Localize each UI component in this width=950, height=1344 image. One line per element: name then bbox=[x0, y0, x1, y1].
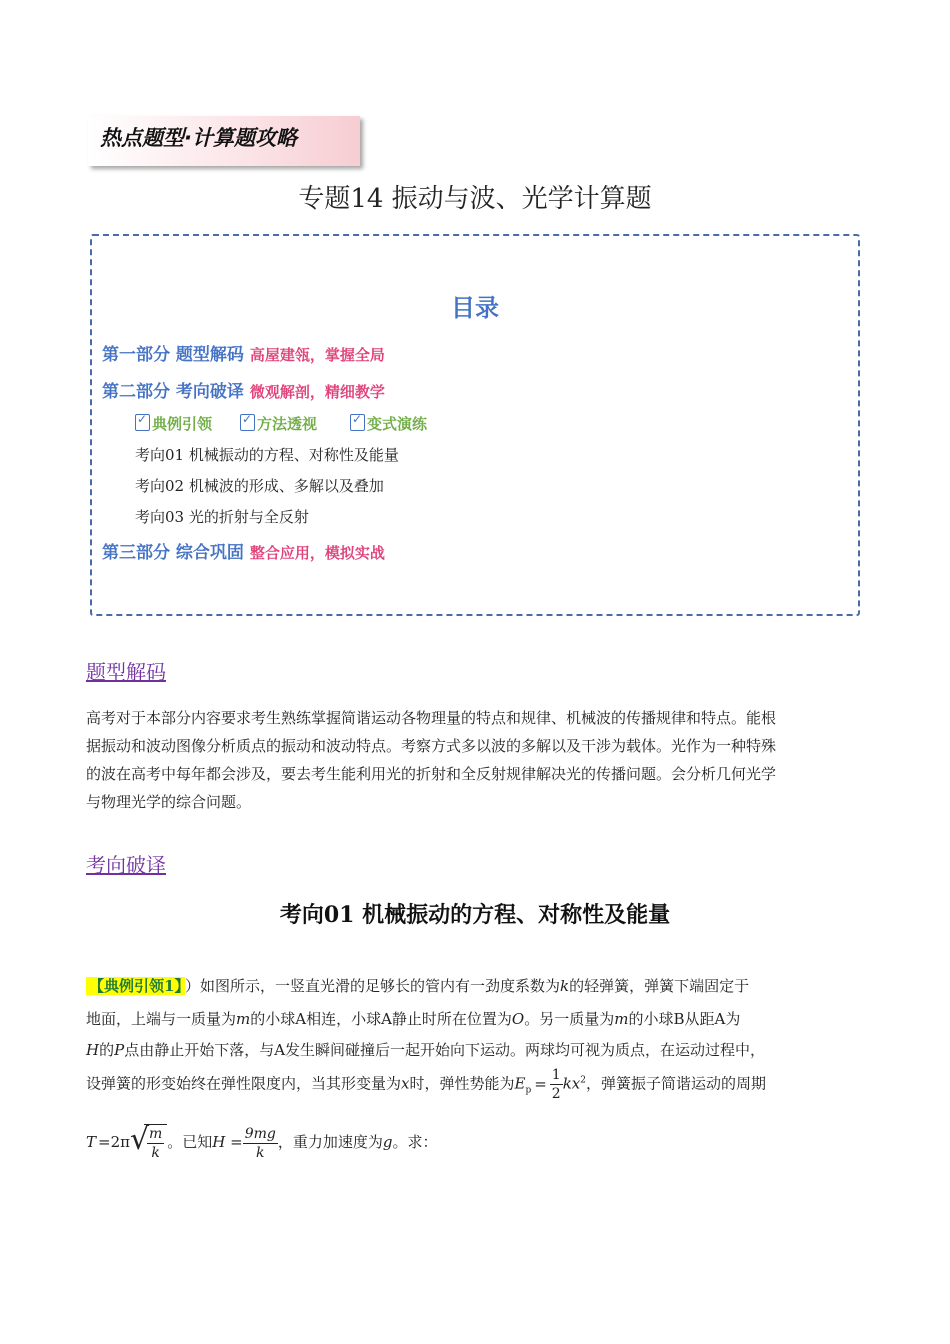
toc-part-label: 第三部分 综合巩固 bbox=[102, 543, 244, 563]
problem-line-5: T =2π √ $\frac{m}{k}$ 。已知H = $\frac{9mg}{k}$ ，重力加速度为g。求： bbox=[86, 1124, 866, 1162]
paragraph-line: 与物理光学的综合问题。 bbox=[86, 793, 252, 811]
example-tag: 【典例引领1】 bbox=[86, 977, 185, 995]
problem-line-2: 地面，上端与一质量为m的小球A相连，小球A静止时所在位置为O。另一质量为m的小球B从距A为 bbox=[86, 1010, 741, 1028]
toc-sub-item[interactable]: 考向01 机械振动的方程、对称性及能量 bbox=[135, 446, 399, 464]
document-check-icon bbox=[240, 414, 255, 431]
fraction-half: $\frac{1}{2}$ bbox=[551, 1067, 561, 1102]
section-title-direction: 考向破译 bbox=[86, 853, 166, 877]
toc-sub-item[interactable]: 考向02 机械波的形成、多解以及叠加 bbox=[135, 477, 384, 495]
toc-part-tag: 微观解剖，精细教学 bbox=[249, 383, 385, 401]
toc-part-3[interactable] bbox=[102, 538, 385, 563]
toc-part-tag: 高屋建瓴，掌握全局 bbox=[249, 346, 385, 364]
toc-part-1[interactable] bbox=[102, 340, 385, 365]
chip-practice[interactable]: ✓ 变式演练 bbox=[350, 413, 427, 434]
problem-line-4: 设弹簧的形变始终在弹性限度内，当其形变量为x时，弹性势能为$E_p$ = $\frac{1}{2}$ $kx^2$，弹簧振子简谐运动的周期 bbox=[86, 1067, 767, 1102]
category-banner bbox=[88, 116, 360, 166]
problem-line-1: 【典例引领1】 ）如图所示，一竖直光滑的足够长的管内有一劲度系数为k的轻弹簧，弹簧下端固定于 bbox=[86, 975, 866, 996]
toc-part-2[interactable] bbox=[102, 377, 385, 402]
document-check-icon bbox=[135, 414, 150, 431]
chip-method[interactable]: ✓ 方法透视 bbox=[240, 413, 317, 434]
chip-example[interactable]: ✓典例引领 bbox=[135, 413, 212, 434]
section-title-type-decode: 题型解码 bbox=[86, 660, 166, 684]
page-title: 专题14 振动与波、光学计算题 bbox=[298, 184, 652, 214]
toc-heading: 目录 bbox=[451, 294, 499, 322]
toc-sub-item[interactable]: 考向03 光的折射与全反射 bbox=[135, 508, 309, 526]
banner-text: 热点题型·计算题攻略 bbox=[100, 126, 297, 150]
problem-line-3: H的P点由静止开始下落，与A发生瞬间碰撞后一起开始向下运动。两球均可视为质点，在运动过程中， bbox=[86, 1041, 766, 1059]
paragraph-line: 的波在高考中每年都会涉及，要去考生能利用光的折射和全反射规律解决光的传播问题。会分析几何光学 bbox=[86, 765, 777, 783]
intro-paragraph bbox=[86, 704, 862, 816]
sqrt-m-over-k: √ $\frac{m}{k}$ bbox=[132, 1124, 167, 1162]
toc-part-label: 第一部分 题型解码 bbox=[102, 345, 244, 365]
document-check-icon bbox=[350, 414, 365, 431]
topic-title: 考向01 机械振动的方程、对称性及能量 bbox=[279, 902, 671, 928]
toc-part-label: 第二部分 考向破译 bbox=[102, 382, 244, 402]
toc-part-tag: 整合应用，模拟实战 bbox=[249, 544, 385, 562]
fraction-9mg-over-k: $\frac{9mg}{k}$ bbox=[244, 1125, 276, 1161]
paragraph-line: 高考对于本部分内容要求考生熟练掌握简谐运动各物理量的特点和规律、机械波的传播规律和特点。能根 bbox=[86, 709, 777, 727]
paragraph-line: 据振动和波动图像分析质点的振动和波动特点。考察方式多以波的多解以及干涉为载体。光作为一种特殊 bbox=[86, 737, 777, 755]
